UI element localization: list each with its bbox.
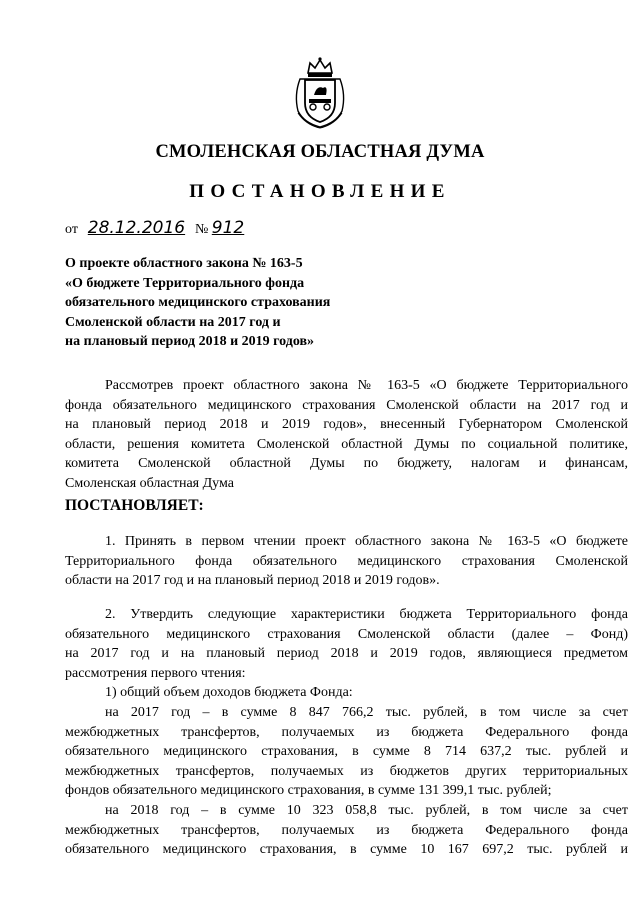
text-line: на плановый период 2018 и 2019 годов», внесенный Губернатором Смоленской	[65, 417, 628, 432]
document-number: 912	[211, 218, 245, 238]
coat-of-arms-icon	[290, 55, 350, 131]
text-line: Рассмотрев проект областного закона № 163-5 «О бюджете Территориального	[105, 378, 628, 393]
preamble-paragraph	[65, 376, 628, 493]
date-number-line	[65, 218, 274, 238]
text-line: Смоленская областная Дума	[65, 475, 234, 491]
text-line: 2. Утвердить следующие характеристики бюджета Территориального фонда	[105, 607, 628, 622]
item-1-paragraph	[65, 532, 628, 591]
organization-title: СМОЛЕНСКАЯ ОБЛАСТНАЯ ДУМА	[155, 142, 485, 162]
text-line: обязательного медицинского страхования, в сумме 10 167 697,2 тыс. рублей и	[65, 842, 628, 857]
text-line: межбюджетных трансфертов, получаемых из бюджетов других территориальных	[65, 763, 628, 779]
number-prefix: №	[194, 222, 209, 237]
text-line: области на 2017 год и на плановый период 2018 и 2019 годов».	[65, 573, 440, 588]
subject-line: «О бюджете Территориального фонда	[65, 275, 305, 291]
text-line: рассмотрения первого чтения:	[65, 665, 246, 681]
date-prefix: от	[65, 222, 78, 237]
revenue-2018-paragraph	[65, 801, 628, 860]
revenue-2017-paragraph	[65, 703, 628, 801]
subject-line: О проекте областного закона № 163-5	[65, 256, 303, 271]
text-line: области, решения комитета Смоленской областной Думы по социальной политике,	[65, 436, 628, 452]
text-line: 1. Принять в первом чтении проект областного закона № 163-5 «О бюджете	[105, 534, 628, 549]
text-line: фонда обязательного медицинского страхования Смоленской области на 2017 год и	[65, 397, 628, 413]
text-line: комитета Смоленской областной Думы по бюджету, налогам и финансам,	[65, 456, 628, 471]
text-line: межбюджетных трансфертов, получаемых из бюджета Федерального фонда	[65, 822, 628, 838]
item-2-paragraph	[65, 605, 628, 703]
text-line: на 2017 год и на плановый период 2018 и 2019 годов, являющиеся предметом	[65, 646, 628, 661]
text-line: обязательного медицинского страхования, в сумме 8 714 637,2 тыс. рублей и	[65, 744, 628, 759]
text-line: фондов обязательного медицинского страхования, в сумме 131 399,1 тыс. рублей;	[65, 783, 552, 798]
text-line: на 2018 год – в сумме 10 323 058,8 тыс. рублей, в том числе за счет	[105, 803, 628, 818]
subject-line: обязательного медицинского страхования	[65, 295, 331, 310]
text-line: на 2017 год – в сумме 8 847 766,2 тыс. рублей, в том числе за счет	[105, 705, 628, 720]
document-subject	[65, 254, 395, 352]
text-line: Территориального фонда обязательного медицинского страхования Смоленской	[65, 553, 628, 569]
document-type: ПОСТАНОВЛЕНИЕ	[189, 181, 451, 202]
subject-line: Смоленской области на 2017 год и	[65, 314, 281, 330]
subject-line: на плановый период 2018 и 2019 годов»	[65, 334, 315, 349]
document-date: 28.12.2016	[87, 218, 186, 238]
text-line: 1) общий объем доходов бюджета Фонда:	[105, 685, 353, 700]
text-line: обязательного медицинского страхования Смоленской области (далее – Фонд)	[65, 626, 628, 642]
resolve-heading: ПОСТАНОВЛЯЕТ:	[65, 497, 204, 514]
text-line: межбюджетных трансфертов, получаемых из бюджета Федерального фонда	[65, 724, 628, 740]
